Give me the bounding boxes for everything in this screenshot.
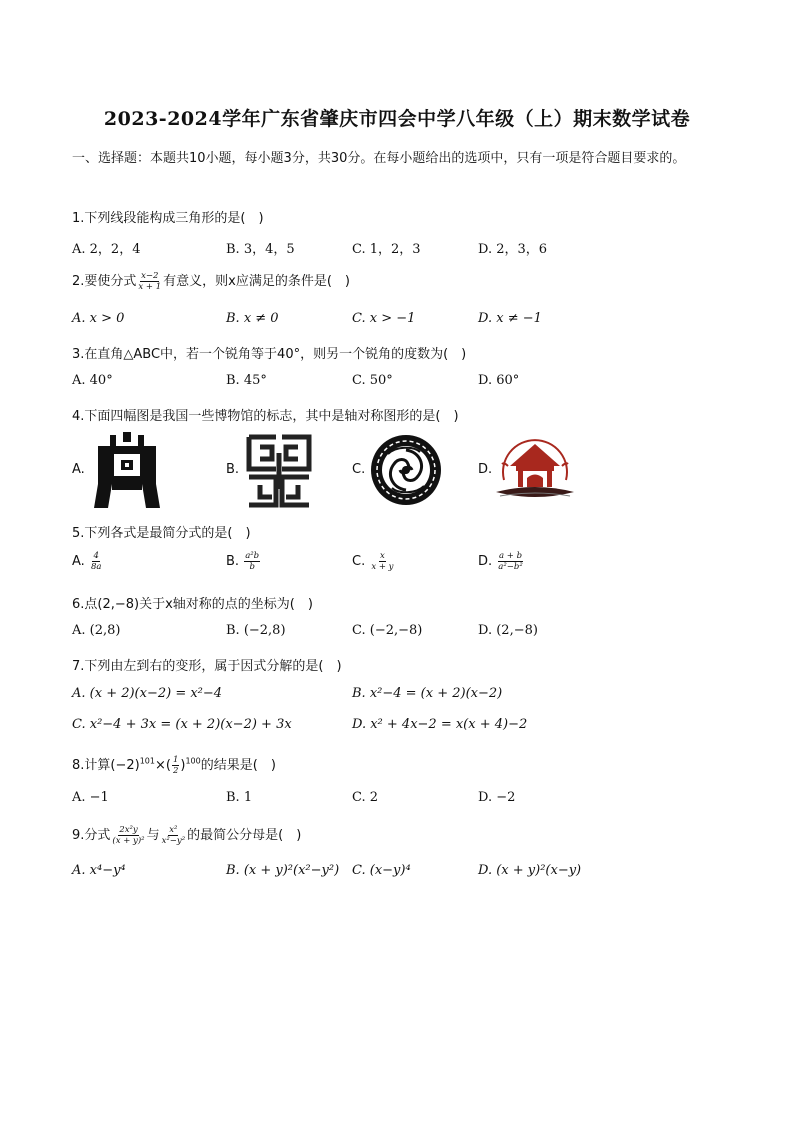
q9-fraction-1 — [111, 825, 145, 846]
q5-option-c-fraction — [370, 551, 394, 572]
q5-option-d-label: D. — [478, 554, 493, 569]
q9-f2-den: x²−y² — [161, 836, 186, 846]
question-1-stem: 1.下列线段能构成三角形的是( ) — [72, 211, 264, 226]
q8-exponent-1: 101 — [139, 756, 155, 766]
q2-fraction — [137, 271, 162, 292]
q2-option-d[interactable]: D. x ≠ −1 — [478, 311, 542, 326]
q7-option-b[interactable]: B. x²−4 = (x + 2)(x−2) — [352, 686, 503, 701]
question-7-stem: 7.下列由左到右的变形，属于因式分解的是( ) — [72, 659, 342, 674]
q9-option-b[interactable]: B. (x + y)²(x²−y²) — [226, 863, 340, 878]
q8-exponent-2: 100 — [185, 756, 201, 766]
q1-option-d[interactable]: D. 2，3，6 — [478, 242, 548, 257]
q6-option-c[interactable]: C. (−2,−8) — [352, 623, 423, 638]
q4-option-b[interactable]: B. — [226, 462, 240, 477]
q7-option-d[interactable]: D. x² + 4x−2 = x(x + 4)−2 — [352, 717, 528, 732]
q5-option-a-fraction — [90, 551, 102, 572]
q9-f1-num: 2x²y — [119, 825, 138, 835]
q1-option-c[interactable]: C. 1，2，3 — [352, 242, 421, 257]
q8-option-c[interactable]: C. 2 — [352, 790, 379, 805]
q7-option-a[interactable]: A. (x + 2)(x−2) = x²−4 — [72, 686, 223, 701]
question-6-stem: 6.点(2,−8)关于x轴对称的点的坐标为( ) — [72, 597, 313, 612]
question-4-stem: 4.下面四幅图是我国一些博物馆的标志，其中是轴对称图形的是( ) — [72, 409, 459, 424]
q4-option-d[interactable]: D. — [478, 462, 493, 477]
q8-stem-mid: ×( — [155, 758, 171, 773]
q9-stem-pre: 9.分式 — [72, 828, 111, 843]
q5-option-b-label: B. — [226, 554, 240, 569]
museum-logo-a-icon[interactable] — [92, 432, 162, 510]
q2-stem-post: 有意义，则x应满足的条件是( ) — [163, 274, 350, 289]
q5-option-a[interactable] — [72, 551, 103, 572]
q5-c-den: x + y — [371, 562, 394, 572]
q4-option-c[interactable]: C. — [352, 462, 366, 477]
q3-option-d[interactable]: D. 60° — [478, 373, 520, 388]
q9-f1-den: (x + y)² — [112, 836, 145, 846]
q2-frac-num: x−2 — [141, 271, 159, 281]
q8-option-b[interactable]: B. 1 — [226, 790, 253, 805]
q8-option-a[interactable]: A. −1 — [72, 790, 109, 805]
q8-fraction — [172, 755, 179, 776]
q2-option-a[interactable]: A. x > 0 — [72, 311, 125, 326]
q5-option-b-fraction — [244, 551, 260, 572]
question-2-stem — [72, 270, 350, 292]
q3-option-c[interactable]: C. 50° — [352, 373, 393, 388]
q8-frac-den: 2 — [172, 766, 179, 776]
q5-option-c[interactable] — [352, 551, 395, 572]
page-title: 2023-2024学年广东省肇庆市四会中学八年级（上）期末数学试卷 — [103, 108, 691, 130]
q5-d-num: a + b — [499, 551, 523, 561]
q5-b-num: a²b — [245, 551, 260, 561]
q5-option-d-fraction — [497, 551, 523, 572]
q9-option-a[interactable]: A. x⁴−y⁴ — [72, 863, 126, 878]
q9-option-c[interactable]: C. (x−y)⁴ — [352, 863, 411, 878]
q2-option-c[interactable]: C. x > −1 — [352, 311, 416, 326]
q8-option-d[interactable]: D. −2 — [478, 790, 516, 805]
q4-option-a[interactable]: A. — [72, 462, 85, 477]
q9-fraction-2 — [161, 825, 187, 846]
q2-frac-den: x + 1 — [138, 282, 162, 292]
q5-a-num: 4 — [93, 551, 99, 561]
q5-option-b[interactable] — [226, 551, 261, 572]
q8-stem-pre: 8.计算(−2) — [72, 758, 140, 773]
q2-option-b[interactable]: B. x ≠ 0 — [226, 311, 279, 326]
q8-stem-post: 的结果是( ) — [200, 758, 276, 773]
question-3-stem: 3.在直角△ABC中，若一个锐角等于40°，则另一个锐角的度数为( ) — [72, 347, 467, 362]
q5-a-den: 8a — [90, 562, 102, 572]
q5-b-den: b — [249, 562, 255, 572]
q2-stem-pre: 2.要使分式 — [72, 274, 137, 289]
q5-option-c-label: C. — [352, 554, 366, 569]
q8-frac-num: 1 — [172, 755, 179, 765]
q3-option-b[interactable]: B. 45° — [226, 373, 267, 388]
q9-option-d[interactable]: D. (x + y)²(x−y) — [478, 863, 582, 878]
section-heading: 一、选择题：本题共10小题，每小题3分，共30分。在每小题给出的选项中，只有一项是符合题目要求的。 — [72, 151, 686, 166]
q5-option-a-label: A. — [72, 554, 85, 569]
q1-option-b[interactable]: B. 3，4，5 — [226, 242, 295, 257]
q6-option-a[interactable]: A. (2,8) — [72, 623, 121, 638]
q6-option-b[interactable]: B. (−2,8) — [226, 623, 286, 638]
q7-option-c[interactable]: C. x²−4 + 3x = (x + 2)(x−2) + 3x — [72, 717, 292, 732]
question-8-stem — [72, 754, 276, 776]
q3-option-a[interactable]: A. 40° — [72, 373, 113, 388]
q5-option-d[interactable] — [478, 551, 525, 572]
museum-logo-b-icon[interactable] — [246, 433, 312, 509]
q9-stem-post: 的最简公分母是( ) — [187, 828, 302, 843]
question-9-stem — [72, 824, 301, 846]
museum-logo-d-icon[interactable] — [494, 432, 576, 506]
q9-f2-num: x² — [169, 825, 178, 835]
q9-stem-mid: 与 — [146, 828, 160, 843]
museum-logo-c-icon[interactable] — [370, 434, 442, 506]
q1-option-a[interactable]: A. 2，2，4 — [72, 242, 141, 257]
q8-close-paren: ) — [180, 758, 186, 773]
q5-d-den: a²−b² — [498, 562, 523, 572]
q5-c-num: x — [380, 551, 385, 561]
question-5-stem: 5.下列各式是最简分式的是( ) — [72, 526, 251, 541]
q6-option-d[interactable]: D. (2,−8) — [478, 623, 538, 638]
